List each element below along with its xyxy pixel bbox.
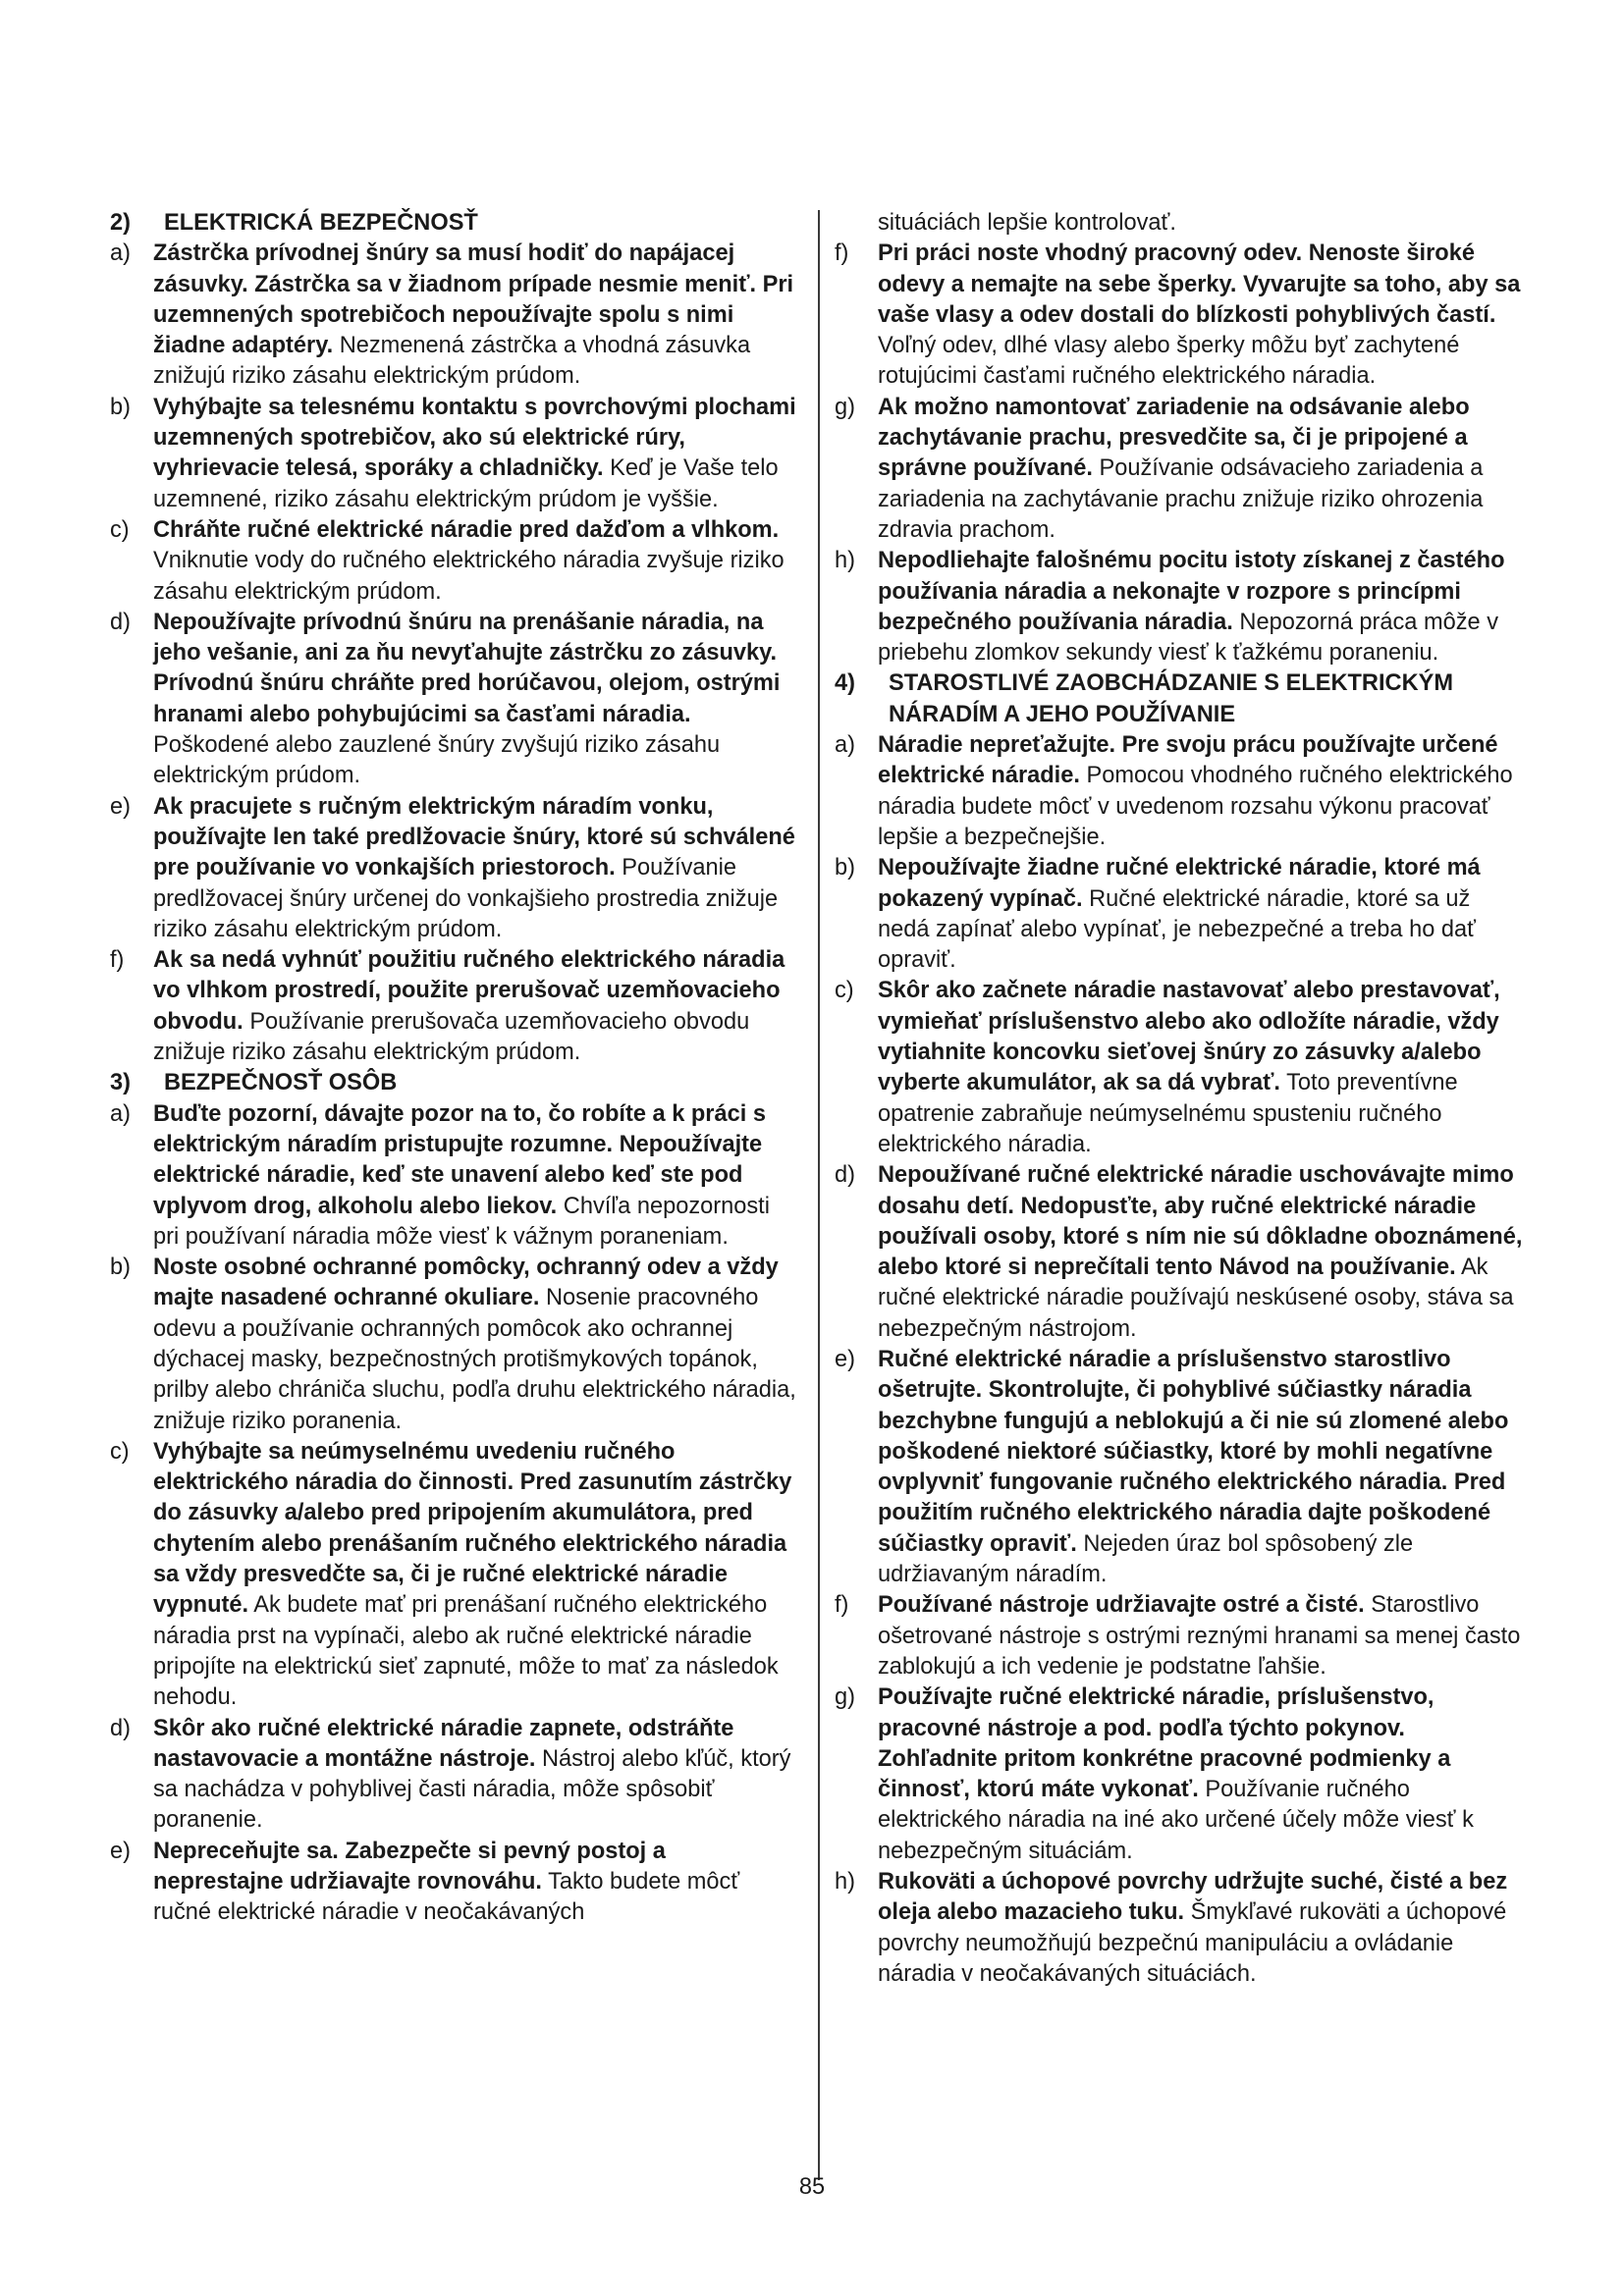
item-letter: b) [835,855,855,881]
list-item [835,1590,1528,1682]
item-body-text: Chvíľa nepozornosti pri používaní náradia môže viesť k vážnym poraneniam. [153,1193,770,1250]
item-bold-text: Nepoužívajte prívodnú šnúru na prenášanie náradia, na jeho vešanie, ani za ňu nevyťahujte zástrčku zo zásuvky. Prívodnú šnúru chráňte pred horúčavou, olejom, ostrými hranami alebo pohybujúcimi sa časťami náradia. [153,609,781,727]
item-letter: d) [835,1162,855,1189]
item-body-text: Toto preventívne opatrenie zabraňuje neúmyselnému spusteniu ručného elektrického náradia. [878,1070,1458,1157]
item-bold-text: Vyhýbajte sa telesnému kontaktu s povrchovými plochami uzemnených spotrebičov, ako sú elektrické rúry, vyhrievacie telesá, sporáky a chladničky. [153,394,796,482]
item-bold-text: Ak pracujete s ručným elektrickým náradím vonku, používajte len také predlžovacie šnúry, ktoré sú schválené pre používanie vo vonkajších priestoroch. [153,793,795,881]
item-body-text: Nezmenená zástrčka a vhodná zásuvka znižujú riziko zásahu elektrickým prúdom. [153,333,751,390]
item-letter: e) [110,1838,131,1864]
list-item [110,1099,797,1253]
item-bold-text: Ručné elektrické náradie a príslušenstvo starostlivo ošetrujte. Skontrolujte, či pohyblivé súčiastky náradia bezchybne fungujú a neblokujú a či nie sú zlomené alebo poškodené niektoré súčiastky, ktoré by mohli negatívne ovplyvniť fungovanie ručného elektrického náradia. Pred použitím ručného elektrického náradia dajte poškodené súčiastky opraviť. [878,1346,1509,1557]
item-bold-text: Nepoužívané ručné elektrické náradie uschovávajte mimo dosahu detí. Nedopusťte, aby ručné elektrické náradie používali osoby, ktoré s ním nie sú dôkladne oboznámené, alebo ktoré si neprečítali tento Návod na používanie. [878,1162,1523,1281]
right-column [835,208,1528,1990]
item-bold-text: Pri práci noste vhodný pracovný odev. Nenoste široké odevy a nemajte na sebe šperky. Vyvarujte sa toho, aby sa vaše vlasy a odev dostali do blízkosti pohyblivých častí. [878,240,1521,328]
item-bold-text: Ak sa nedá vyhnúť použitiu ručného elektrického náradia vo vlhkom prostredí, použite prerušovač uzemňovacieho obvodu. [153,947,785,1035]
left-column [110,208,797,1929]
item-bold-text: Náradie nepreťažujte. Pre svoju prácu používajte určené elektrické náradie. [878,732,1498,789]
list-item [110,393,797,515]
section-number: 2) [110,210,131,236]
section-heading [110,208,797,239]
item-body-text: Ak ručné elektrické náradie používajú neskúsené osoby, stáva sa nebezpečným nástrojom. [878,1255,1514,1342]
item-body-text: Nosenie pracovného odevu a používanie ochranných pomôcok ako ochrannej dýchacej masky, bezpečnostných protišmykových topánok, prilby alebo chrániča sluchu, podľa druhu elektrického náradia, znižuje riziko poranenia. [153,1285,796,1434]
item-body-text: Starostlivo ošetrované nástroje s ostrými reznými hranami sa menej často zablokujú a ich vedenie je podstatne ľahšie. [878,1592,1521,1680]
item-letter: c) [110,516,130,543]
item-body-text: Pomocou vhodného ručného elektrického náradia budete môcť v uvedenom rozsahu výkonu pracovať lepšie a bezpečnejšie. [878,763,1513,850]
item-body-text: Voľný odev, dlhé vlasy alebo šperky môžu byť zachytené rotujúcimi časťami ručného elektrického náradia. [878,333,1460,390]
item-letter: c) [110,1438,130,1465]
item-body-text: Šmykľavé rukoväti a úchopové povrchy neumožňujú bezpečnú manipuláciu a ovládanie náradia v neočakávaných situáciách. [878,1899,1507,1987]
list-item [835,1867,1528,1990]
item-body-text: Používanie odsávacieho zariadenia a zariadenia na zachytávanie prachu znižuje riziko ohrozenia zdravia prachom. [878,455,1484,543]
item-letter: h) [835,1869,855,1896]
item-bold-text: Ak možno namontovať zariadenie na odsávanie alebo zachytávanie prachu, presvedčite sa, či je pripojené a správne používané. [878,394,1470,482]
item-letter: a) [835,732,855,759]
item-letter: d) [110,609,131,635]
continued-text [835,208,1528,239]
item-bold-text: Noste osobné ochranné pomôcky, ochranný odev a vždy majte nasadené ochranné okuliare. [153,1255,779,1311]
section-number: 4) [835,670,855,697]
item-bold-text: Nepoužívajte žiadne ručné elektrické náradie, ktoré má pokazený vypínač. [878,855,1481,912]
item-letter: b) [110,1255,131,1281]
section-heading [110,1068,797,1098]
list-item [835,1345,1528,1590]
item-bold-text: Skôr ako ručné elektrické náradie zapnete, odstráňte nastavovacie a montážne nástroje. [153,1715,734,1772]
item-bold-text: Používané nástroje udržiavajte ostré a čisté. [878,1592,1365,1619]
item-body-text: Používanie predlžovacej šnúry určenej do vonkajšieho prostredia znižuje riziko zásahu elektrickým prúdom. [153,855,779,942]
item-bold-text: Nepreceňujte sa. Zabezpečte si pevný postoj a neprestajne udržiavajte rovnováhu. [153,1838,666,1896]
item-body-text: Keď je Vaše telo uzemnené, riziko zásahu elektrickým prúdom je vyššie. [153,455,779,512]
list-item [835,1160,1528,1345]
column-divider [818,210,820,2180]
section-title: STAROSTLIVÉ ZAOBCHÁDZANIE S ELEKTRICKÝM NÁRADÍM A JEHO POUŽÍVANIE [889,670,1453,727]
item-letter: f) [835,1592,849,1619]
item-body-text: Ak budete mať pri prenášaní ručného elektrického náradia prst na vypínači, alebo ak ručné elektrické náradie pripojíte na elektrickú sieť zapnuté, môže to mať za následok nehodu. [153,1592,779,1711]
list-item [835,393,1528,546]
item-letter: f) [110,947,125,974]
section-title: BEZPEČNOSŤ OSÔB [164,1070,398,1096]
item-body-text: situáciách lepšie kontrolovať. [878,210,1176,236]
list-item [835,730,1528,853]
list-item [835,853,1528,976]
item-letter: a) [110,1100,131,1127]
item-body-text: Nejeden úraz bol spôsobený zle udržiavaným náradím. [878,1530,1414,1588]
item-letter: c) [835,978,854,1004]
item-letter: b) [110,394,131,420]
item-bold-text: Buďte pozorní, dávajte pozor na to, čo robíte a k práci s elektrickým náradím pristupujte rozumne. Nepoužívajte elektrické náradie, keď ste unavení alebo keď ste pod vplyvom drog, alkoholu alebo liekov. [153,1100,766,1219]
item-letter: d) [110,1715,131,1741]
section-title: ELEKTRICKÁ BEZPEČNOSŤ [164,210,478,236]
item-body-text: Nástroj alebo kľúč, ktorý sa nachádza v pohyblivej časti náradia, môže spôsobiť poranenie. [153,1745,791,1834]
list-item [835,239,1528,392]
item-bold-text: Vyhýbajte sa neúmyselnému uvedeniu ručného elektrického náradia do činnosti. Pred zasunutím zástrčky do zásuvky a/alebo pred pripojením akumulátora, pred chytením alebo prenášaním ručného elektrického náradia sa vždy presvedčte sa, či je ručné elektrické náradie vypnuté. [153,1438,792,1619]
item-letter: e) [835,1346,855,1372]
item-letter: g) [835,394,855,420]
item-bold-text: Zástrčka prívodnej šnúry sa musí hodiť do napájacej zásuvky. Zástrčka sa v žiadnom prípade nesmie meniť. Pri uzemnených spotrebičoch nepoužívajte spolu s nimi žiadne adaptéry. [153,240,794,359]
list-item [835,1682,1528,1867]
item-bold-text: Nepodliehajte falošnému pocitu istoty získanej z častého používania náradia a nekonajte v rozpore s princípmi bezpečného používania náradia. [878,548,1505,635]
list-item [835,546,1528,668]
item-body-text: Nepozorná práca môže v priebehu zlomkov sekundy viesť k ťažkému poraneniu. [878,609,1499,667]
item-letter: h) [835,548,855,574]
item-body-text: Takto budete môcť ručné elektrické náradie v neočakávaných [153,1869,740,1926]
item-body-text: Vniknutie vody do ručného elektrického náradia zvyšuje riziko zásahu elektrickým prúdom. [153,548,785,605]
item-letter: e) [110,793,131,820]
item-letter: f) [835,240,849,267]
item-bold-text: Používajte ručné elektrické náradie, príslušenstvo, pracovné nástroje a pod. podľa týchto pokynov. Zohľadnite pritom konkrétne pracovné podmienky a činnosť, ktorú máte vykonať. [878,1684,1451,1803]
section-number: 3) [110,1070,131,1096]
item-body-text: Ručné elektrické náradie, ktoré sa už nedá zapínať alebo vypínať, je nebezpečné a treba ho dať opraviť. [878,885,1476,974]
list-item [110,1837,797,1929]
list-item [110,239,797,392]
item-bold-text: Skôr ako začnete náradie nastavovať alebo prestavovať, vymieňať príslušenstvo alebo ako odložíte náradie, vždy vytiahnite koncovku sieťovej šnúry zo zásuvky a/alebo vyberte akumulátor, ak sa dá vybrať. [878,978,1500,1096]
list-item [110,945,797,1068]
list-item [110,1714,797,1837]
list-item [110,1437,797,1714]
item-letter: g) [835,1684,855,1711]
item-bold-text: Rukoväti a úchopové povrchy udržujte suché, čisté a bez oleja alebo mazacieho tuku. [878,1869,1508,1926]
item-bold-text: Chráňte ručné elektrické náradie pred dažďom a vlhkom. [153,516,780,543]
item-body-text: Používanie ručného elektrického náradia na iné ako určené účely môže viesť k nebezpečným situáciám. [878,1777,1474,1864]
page-number: 85 [798,2174,826,2200]
item-body-text: Poškodené alebo zauzlené šnúry zvyšujú riziko zásahu elektrickým prúdom. [153,732,721,789]
list-item [110,1253,797,1437]
list-item [110,792,797,945]
item-body-text: Používanie prerušovača uzemňovacieho obvodu znižuje riziko zásahu elektrickým prúdom. [153,1008,750,1066]
item-letter: a) [110,240,131,267]
list-item [110,515,797,608]
section-heading [835,668,1528,730]
list-item [835,976,1528,1160]
list-item [110,608,797,792]
